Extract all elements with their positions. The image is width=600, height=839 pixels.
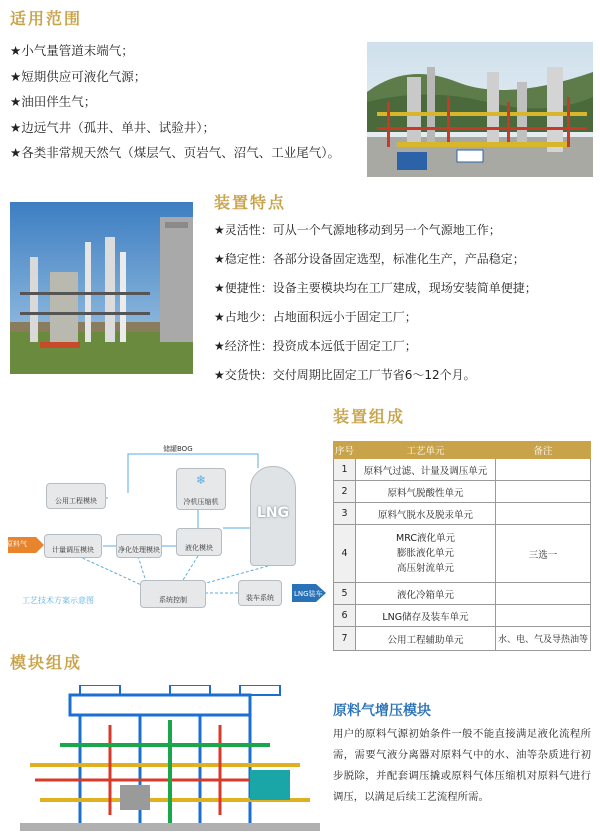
control-module: 系统控制 — [140, 580, 206, 608]
module-description: 用户的原料气源初始条件一般不能直接满足液化流程所需，需要气液分离器对原料气中的水、油等杂质进行初步脱除，并配套调压撬或原料气体压缩机对原料气进行调压，以满足后续工艺流程所需。 — [333, 728, 591, 803]
module-title: 原料气增压模块 — [333, 703, 431, 719]
list-item: ★交货快：交付周期比固定工厂节省6～12个月。 — [214, 368, 476, 382]
list-item: ★占地少：占地面积远小于固定工厂； — [214, 310, 417, 324]
station-photo — [367, 42, 593, 177]
purify-module: 净化处理模块 — [116, 534, 162, 558]
lng-tank: LNG — [250, 466, 296, 566]
plant-photo — [10, 202, 193, 374]
features-list — [214, 216, 537, 390]
col-header-note: 备注 — [496, 442, 591, 459]
list-item: ★各类非常规天然气（煤层气、页岩气、沼气、工业尾气）。 — [10, 145, 340, 160]
list-item: ★边远气井（孤井、单井、试验井）； — [10, 119, 215, 135]
snowflake-icon: ❄ — [195, 473, 207, 487]
list-item: ★稳定性：各部分设备固定选型，标准化生产，产品稳定； — [214, 252, 525, 266]
heading-composition: 装置组成 — [333, 407, 406, 426]
heading-scope: 适用范围 — [10, 9, 83, 28]
table-row: 6 LNG储存及装车单元 — [334, 605, 591, 627]
heading-features: 装置特点 — [214, 193, 287, 212]
process-units-table — [333, 441, 591, 651]
diagram-caption: 工艺技术方案示意图 — [22, 596, 94, 605]
utility-module: 公用工程模块 — [46, 483, 106, 509]
list-item: ★经济性：投资成本远低于固定工厂； — [214, 339, 417, 353]
col-header-no: 序号 — [334, 442, 356, 459]
table-row: 4 MRC液化单元 膨胀液化单元 高压射流单元 三选一 — [334, 525, 591, 583]
loading-out-label: LNG装车 — [294, 590, 323, 598]
scope-list — [10, 38, 340, 166]
bog-label: 储罐BOG — [163, 445, 193, 453]
table-row: 1 原料气过滤、计量及调压单元 — [334, 459, 591, 481]
feed-label: 原料气 — [6, 540, 27, 548]
table-row: 3 原料气脱水及脱汞单元 — [334, 503, 591, 525]
process-diagram — [8, 438, 328, 618]
heading-modules: 模块组成 — [10, 653, 83, 672]
list-item: ★短期供应可液化气源； — [10, 68, 147, 84]
liquefy-module: 液化模块 — [176, 528, 222, 556]
list-item: ★便捷性：设备主要模块均在工厂建成，现场安装简单便捷； — [214, 281, 537, 295]
list-item: ★油田伴生气； — [10, 94, 97, 109]
module-3d-render — [20, 685, 320, 835]
metering-module: 计量调压模块 — [44, 534, 102, 558]
list-item: ★灵活性：可从一个气源地移动到另一个气源地工作； — [214, 223, 501, 237]
loading-system: 装车系统 — [238, 580, 282, 606]
table-row: 7 公用工程辅助单元 水、电、气及导热油等 — [334, 627, 591, 651]
table-row: 5 液化冷箱单元 — [334, 583, 591, 605]
col-header-unit: 工艺单元 — [356, 442, 496, 459]
table-row: 2 原料气脱酸性单元 — [334, 481, 591, 503]
list-item: ★小气量管道末端气； — [10, 43, 134, 58]
table-header-row — [334, 442, 591, 459]
compressor-module: ❄ 冷机压缩机 — [176, 468, 226, 510]
